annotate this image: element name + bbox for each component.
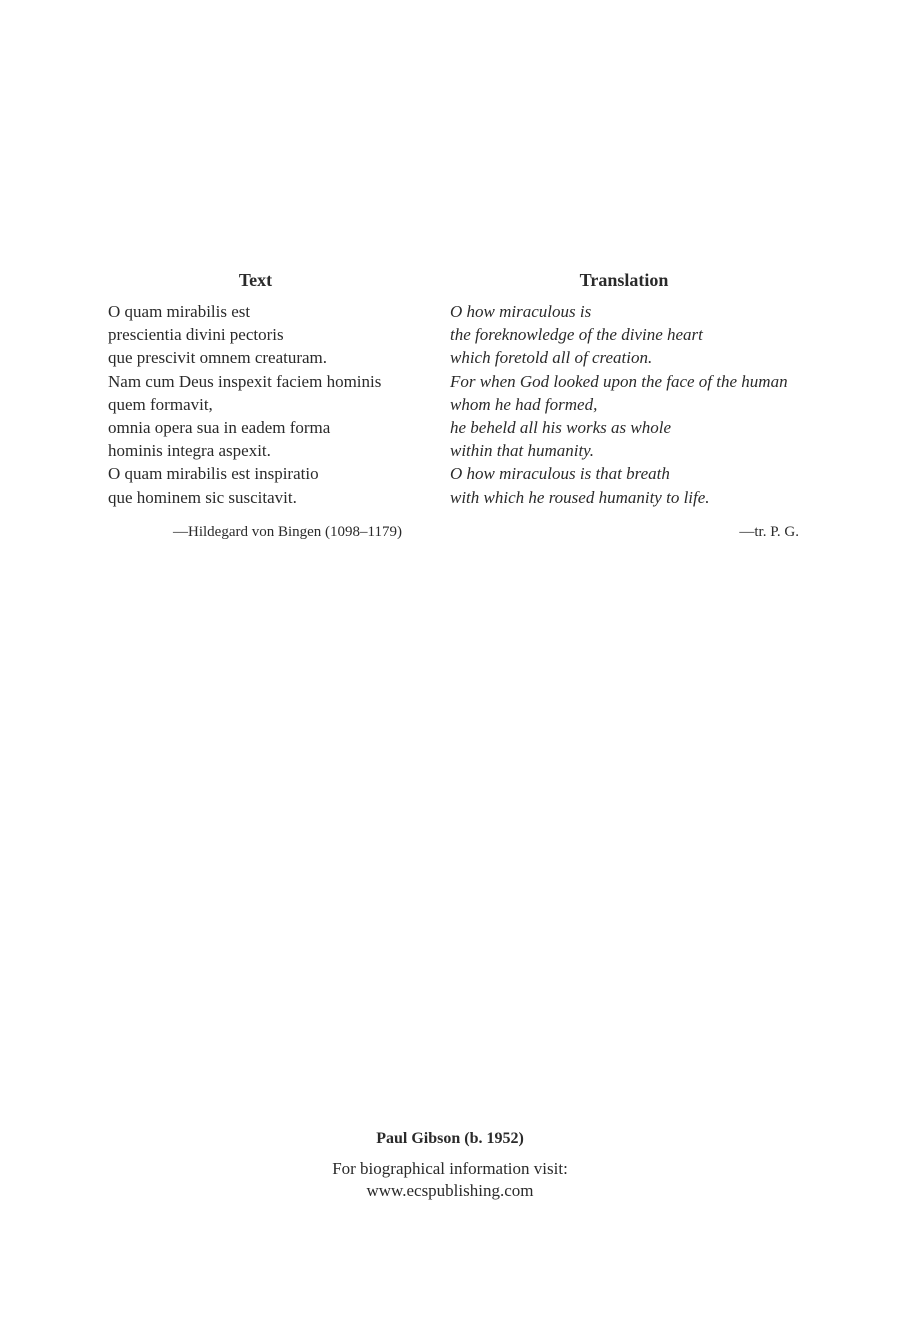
verse-line: within that humanity. — [450, 441, 595, 461]
translation-column — [450, 268, 802, 542]
verse-line: omnia opera sua in eadem forma — [108, 418, 331, 438]
translation-attribution: —tr. P. G. — [739, 523, 799, 540]
verse-line: the foreknowledge of the divine heart — [450, 325, 703, 345]
latin-verse — [108, 300, 408, 509]
text-heading: Text — [238, 270, 273, 290]
verse-line: with which he roused humanity to life. — [450, 487, 710, 507]
verse-line: hominis integra aspexit. — [108, 441, 271, 461]
text-attribution: —Hildegard von Bingen (1098–1179) — [173, 523, 402, 540]
verse-line: O quam mirabilis est — [108, 302, 251, 321]
verse-line: whom he had formed, — [450, 394, 598, 414]
verse-line: O how miraculous is that breath — [450, 464, 670, 484]
verse-line: he beheld all his works as whole — [450, 418, 671, 438]
translation-verse — [450, 300, 802, 509]
verse-line: que hominem sic suscitavit. — [108, 487, 297, 507]
website-link[interactable]: www.ecspublishing.com — [366, 1181, 534, 1200]
composer-name: Paul Gibson (b. 1952) — [376, 1130, 524, 1147]
verse-line: prescientia divini pectoris — [108, 325, 284, 345]
verse-line: que prescivit omnem creaturam. — [108, 348, 328, 368]
verse-line: For when God looked upon the face of the human — [450, 371, 788, 391]
translation-heading: Translation — [579, 270, 669, 290]
bio-line: For biographical information visit: — [332, 1159, 568, 1178]
verse-line: quem formavit, — [108, 394, 213, 414]
verse-line: which foretold all of creation. — [450, 348, 653, 368]
latin-text-column — [108, 268, 408, 542]
composer-info — [0, 1128, 900, 1202]
verse-line: Nam cum Deus inspexit faciem hominis — [108, 371, 382, 391]
verse-line: O quam mirabilis est inspiratio — [108, 464, 319, 484]
verse-line: O how miraculous is — [450, 302, 592, 321]
